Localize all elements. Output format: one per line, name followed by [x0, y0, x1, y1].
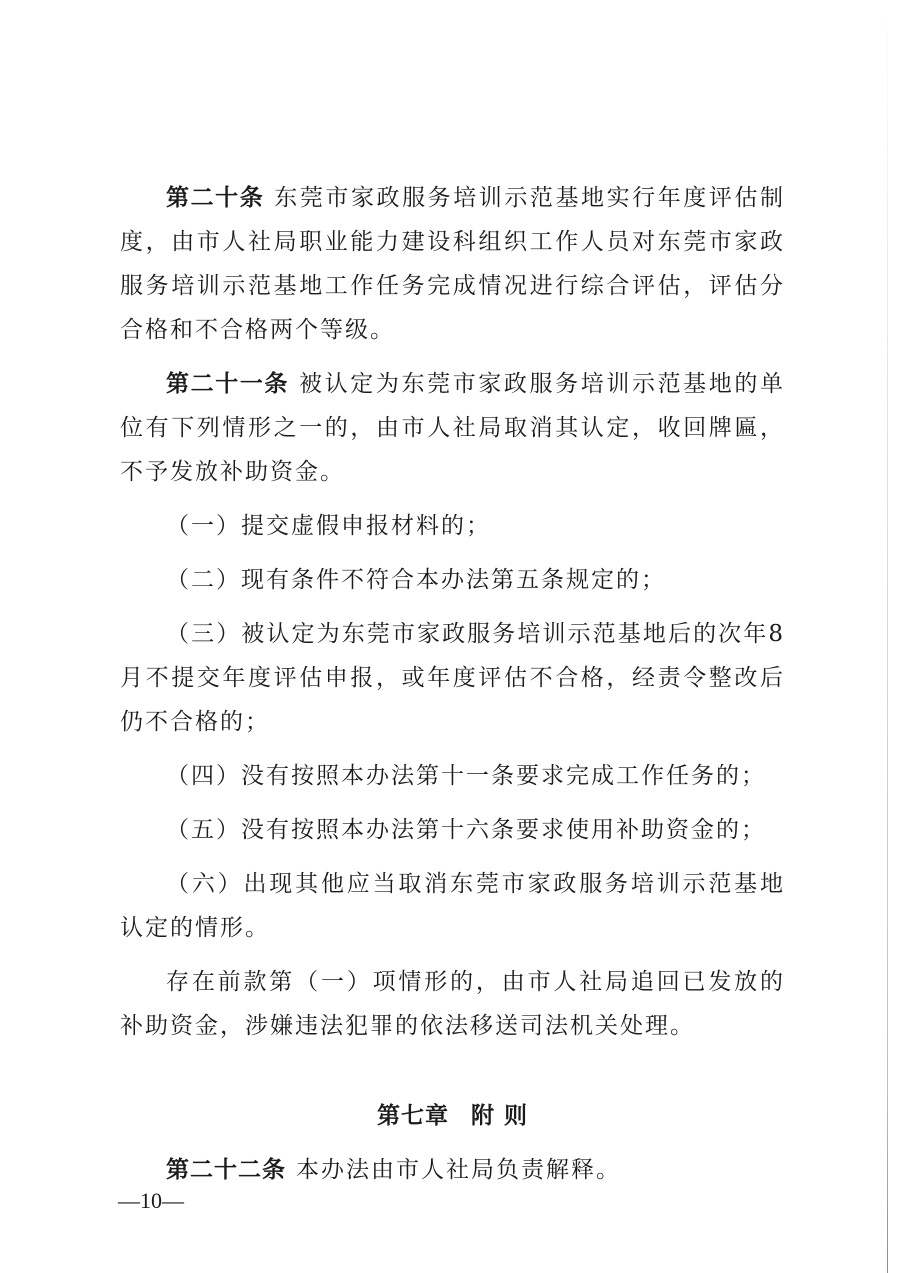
article-21-item-3: （三）被认定为东莞市家政服务培训示范基地后的次年8月不提交年度评估申报，或年度评估不合格，经责令整改后仍不合格的； — [120, 621, 785, 735]
article-22-text: 本办法由市人社局负责解释。 — [296, 1157, 621, 1183]
article-21-item-2: （二）现有条件不符合本办法第五条规定的； — [166, 567, 666, 593]
chapter-7-number: 第七章 — [376, 1103, 449, 1129]
article-21-item-4: （四）没有按照本办法第十一条要求完成工作任务的； — [166, 763, 766, 789]
article-21-text: 被认定为东莞市家政服务培训示范基地的单位有下列情形之一的，由市人社局取消其认定，收回牌匾，不予发放补助资金。 — [120, 371, 786, 485]
chapter-7-title: 附 则 — [470, 1103, 528, 1129]
article-21 — [120, 362, 785, 494]
page-number: —10— — [118, 1188, 184, 1213]
article-22 — [120, 1148, 785, 1192]
article-21-heading: 第二十一条 — [166, 371, 290, 397]
article-21-item-6: （六）出现其他应当取消东莞市家政服务培训示范基地认定的情形。 — [120, 871, 785, 941]
article-21-item-1: （一）提交虚假申报材料的； — [166, 513, 491, 539]
document-body — [120, 176, 785, 1202]
article-21-item-5: （五）没有按照本办法第十六条要求使用补助资金的； — [166, 817, 766, 843]
chapter-7-heading — [120, 1094, 785, 1138]
scan-edge-line — [887, 0, 888, 1273]
article-20-text: 东莞市家政服务培训示范基地实行年度评估制度，由市人社局职业能力建设科组织工作人员对东莞市家政服务培训示范基地工作任务完成情况进行综合评估，评估分合格和不合格两个等级。 — [120, 185, 786, 343]
article-20-heading: 第二十条 — [166, 185, 265, 211]
article-22-heading: 第二十二条 — [166, 1157, 286, 1183]
article-21-closing: 存在前款第（一）项情形的，由市人社局追回已发放的补助资金，涉嫌违法犯罪的依法移送司法机关处理。 — [120, 969, 785, 1039]
article-20 — [120, 176, 785, 352]
